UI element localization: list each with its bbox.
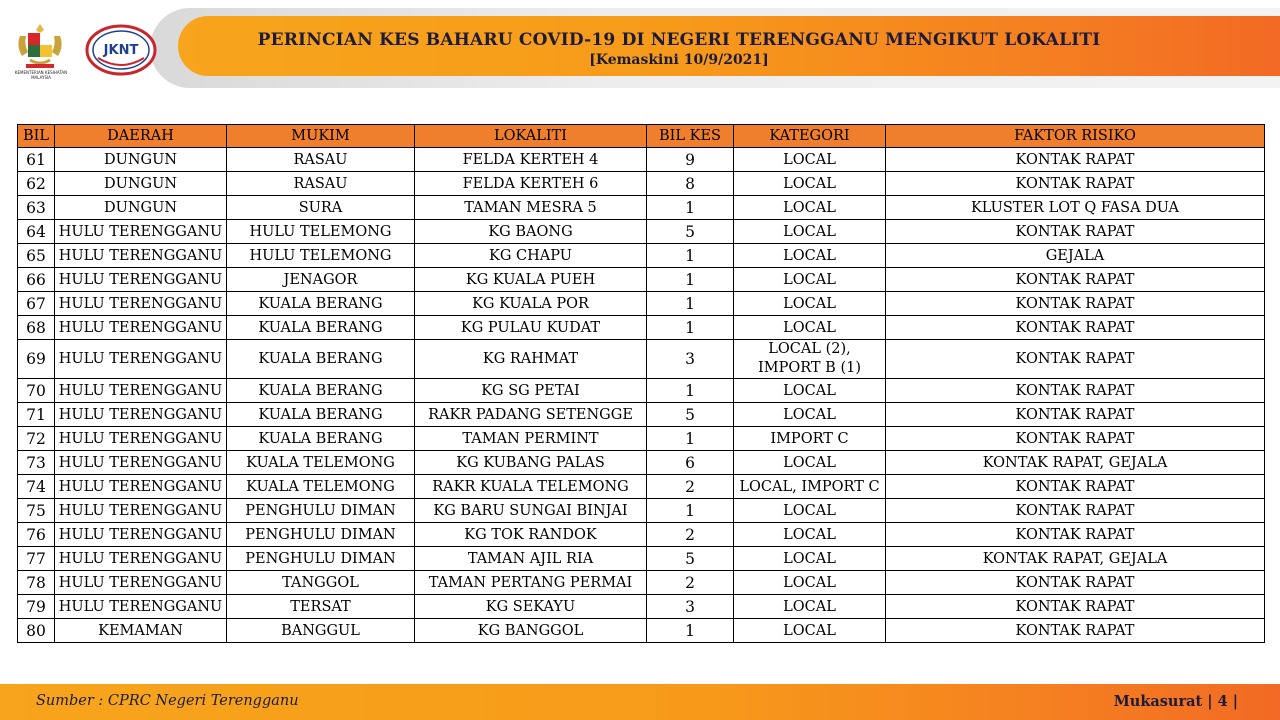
table-row — [18, 196, 1265, 220]
table-row — [18, 619, 1265, 643]
col-faktor-risiko-cell: KONTAK RAPAT — [886, 220, 1265, 244]
col-bil-kes-cell: 6 — [647, 451, 734, 475]
col-kategori-cell: LOCAL — [734, 292, 886, 316]
col-kategori-cell: LOCAL — [734, 172, 886, 196]
col-lokaliti-cell: FELDA KERTEH 6 — [415, 172, 647, 196]
col-mukim-cell: TERSAT — [227, 595, 415, 619]
table-body — [18, 148, 1265, 643]
col-lokaliti-cell: TAMAN AJIL RIA — [415, 547, 647, 571]
col-lokaliti-header: LOKALITI — [415, 125, 647, 148]
col-daerah-cell: HULU TERENGGANU — [55, 220, 227, 244]
col-lokaliti-cell: KG BAONG — [415, 220, 647, 244]
col-mukim-cell: KUALA BERANG — [227, 316, 415, 340]
kkm-logo-caption: KEMENTERIAN KESIHATAN MALAYSIA — [14, 70, 68, 80]
col-lokaliti-cell: TAMAN MESRA 5 — [415, 196, 647, 220]
col-lokaliti-cell: KG SG PETAI — [415, 379, 647, 403]
footer-bar — [0, 684, 1280, 720]
col-faktor-risiko-cell: KONTAK RAPAT — [886, 619, 1265, 643]
col-bil-kes-header: BIL KES — [647, 125, 734, 148]
col-faktor-risiko-header: FAKTOR RISIKO — [886, 125, 1265, 148]
col-daerah-cell: HULU TERENGGANU — [55, 523, 227, 547]
col-faktor-risiko-cell: KONTAK RAPAT — [886, 268, 1265, 292]
header-banner — [0, 0, 1280, 100]
col-kategori-cell: LOCAL — [734, 148, 886, 172]
table-row — [18, 292, 1265, 316]
col-kategori-cell: LOCAL, IMPORT C — [734, 475, 886, 499]
col-bil-cell: 61 — [18, 148, 55, 172]
col-bil-kes-cell: 1 — [647, 316, 734, 340]
cases-table — [17, 124, 1265, 643]
col-bil-kes-cell: 3 — [647, 340, 734, 379]
col-mukim-cell: KUALA BERANG — [227, 427, 415, 451]
col-mukim-header: MUKIM — [227, 125, 415, 148]
col-daerah-header: DAERAH — [55, 125, 227, 148]
col-mukim-cell: KUALA BERANG — [227, 403, 415, 427]
table-row — [18, 523, 1265, 547]
col-bil-cell: 63 — [18, 196, 55, 220]
col-bil-cell: 77 — [18, 547, 55, 571]
col-bil-kes-cell: 2 — [647, 523, 734, 547]
col-mukim-cell: PENGHULU DIMAN — [227, 523, 415, 547]
col-kategori-cell: LOCAL — [734, 451, 886, 475]
col-lokaliti-cell: KG KUBANG PALAS — [415, 451, 647, 475]
table-row — [18, 451, 1265, 475]
col-mukim-cell: KUALA TELEMONG — [227, 451, 415, 475]
col-bil-kes-cell: 8 — [647, 172, 734, 196]
col-mukim-cell: RASAU — [227, 148, 415, 172]
col-kategori-cell: LOCAL — [734, 619, 886, 643]
table-row — [18, 547, 1265, 571]
col-faktor-risiko-cell: KONTAK RAPAT — [886, 571, 1265, 595]
table-row — [18, 172, 1265, 196]
col-bil-header: BIL — [18, 125, 55, 148]
page-title: PERINCIAN KES BAHARU COVID-19 DI NEGERI TERENGGANU MENGIKUT LOKALITI — [257, 30, 1101, 50]
table-row — [18, 571, 1265, 595]
col-faktor-risiko-cell: KONTAK RAPAT — [886, 340, 1265, 379]
col-daerah-cell: DUNGUN — [55, 196, 227, 220]
col-bil-cell: 66 — [18, 268, 55, 292]
col-bil-kes-cell: 1 — [647, 427, 734, 451]
col-kategori-cell: IMPORT C — [734, 427, 886, 451]
table-row — [18, 340, 1265, 379]
col-kategori-cell: LOCAL — [734, 523, 886, 547]
table-row — [18, 403, 1265, 427]
col-bil-cell: 79 — [18, 595, 55, 619]
col-bil-kes-cell: 1 — [647, 292, 734, 316]
col-lokaliti-cell: KG PULAU KUDAT — [415, 316, 647, 340]
col-mukim-cell: KUALA TELEMONG — [227, 475, 415, 499]
col-bil-kes-cell: 5 — [647, 220, 734, 244]
col-bil-kes-cell: 3 — [647, 595, 734, 619]
col-lokaliti-cell: KG CHAPU — [415, 244, 647, 268]
col-bil-cell: 80 — [18, 619, 55, 643]
jknt-logo-text: JKNT — [103, 43, 139, 58]
col-bil-kes-cell: 1 — [647, 499, 734, 523]
col-bil-kes-cell: 2 — [647, 475, 734, 499]
col-kategori-cell: LOCAL — [734, 316, 886, 340]
col-lokaliti-cell: KG RAHMAT — [415, 340, 647, 379]
col-lokaliti-cell: KG KUALA PUEH — [415, 268, 647, 292]
col-bil-cell: 73 — [18, 451, 55, 475]
jknt-logo — [84, 24, 158, 76]
col-kategori-cell: LOCAL — [734, 379, 886, 403]
col-daerah-cell: HULU TERENGGANU — [55, 547, 227, 571]
col-daerah-cell: HULU TERENGGANU — [55, 595, 227, 619]
col-bil-kes-cell: 2 — [647, 571, 734, 595]
col-faktor-risiko-cell: KONTAK RAPAT — [886, 379, 1265, 403]
col-bil-kes-cell: 5 — [647, 403, 734, 427]
col-kategori-cell: LOCAL — [734, 220, 886, 244]
col-faktor-risiko-cell: KONTAK RAPAT — [886, 523, 1265, 547]
col-kategori-cell: LOCAL — [734, 196, 886, 220]
col-bil-cell: 76 — [18, 523, 55, 547]
col-kategori-cell: LOCAL — [734, 403, 886, 427]
table-row — [18, 244, 1265, 268]
col-daerah-cell: HULU TERENGGANU — [55, 427, 227, 451]
col-mukim-cell: TANGGOL — [227, 571, 415, 595]
col-lokaliti-cell: KG TOK RANDOK — [415, 523, 647, 547]
table-row — [18, 379, 1265, 403]
col-daerah-cell: KEMAMAN — [55, 619, 227, 643]
table-row — [18, 316, 1265, 340]
col-bil-kes-cell: 1 — [647, 196, 734, 220]
col-daerah-cell: HULU TERENGGANU — [55, 451, 227, 475]
col-daerah-cell: HULU TERENGGANU — [55, 499, 227, 523]
col-mukim-cell: SURA — [227, 196, 415, 220]
col-bil-kes-cell: 1 — [647, 619, 734, 643]
col-daerah-cell: HULU TERENGGANU — [55, 379, 227, 403]
col-mukim-cell: KUALA BERANG — [227, 340, 415, 379]
col-lokaliti-cell: TAMAN PERMINT — [415, 427, 647, 451]
page-subtitle: [Kemaskini 10/9/2021] — [589, 52, 769, 68]
col-daerah-cell: HULU TERENGGANU — [55, 316, 227, 340]
col-daerah-cell: HULU TERENGGANU — [55, 244, 227, 268]
col-faktor-risiko-cell: KONTAK RAPAT — [886, 148, 1265, 172]
col-kategori-header: KATEGORI — [734, 125, 886, 148]
col-faktor-risiko-cell: KONTAK RAPAT — [886, 475, 1265, 499]
col-bil-kes-cell: 9 — [647, 148, 734, 172]
col-faktor-risiko-cell: GEJALA — [886, 244, 1265, 268]
col-mukim-cell: KUALA BERANG — [227, 292, 415, 316]
col-mukim-cell: JENAGOR — [227, 268, 415, 292]
col-faktor-risiko-cell: KONTAK RAPAT — [886, 595, 1265, 619]
col-kategori-cell: LOCAL — [734, 499, 886, 523]
col-kategori-cell: LOCAL — [734, 268, 886, 292]
col-daerah-cell: DUNGUN — [55, 172, 227, 196]
col-mukim-cell: PENGHULU DIMAN — [227, 547, 415, 571]
col-bil-cell: 68 — [18, 316, 55, 340]
col-bil-cell: 67 — [18, 292, 55, 316]
table-row — [18, 268, 1265, 292]
col-kategori-cell: LOCAL — [734, 571, 886, 595]
col-bil-cell: 75 — [18, 499, 55, 523]
table-row — [18, 499, 1265, 523]
source-note: Sumber : CPRC Negeri Terengganu — [36, 693, 299, 709]
col-faktor-risiko-cell: KONTAK RAPAT — [886, 292, 1265, 316]
col-daerah-cell: HULU TERENGGANU — [55, 268, 227, 292]
col-mukim-cell: BANGGUL — [227, 619, 415, 643]
table-row — [18, 595, 1265, 619]
col-lokaliti-cell: TAMAN PERTANG PERMAI — [415, 571, 647, 595]
table-header-row — [18, 125, 1265, 148]
col-lokaliti-cell: FELDA KERTEH 4 — [415, 148, 647, 172]
col-kategori-cell: LOCAL (2), IMPORT B (1) — [734, 340, 886, 379]
col-daerah-cell: HULU TERENGGANU — [55, 403, 227, 427]
col-bil-cell: 65 — [18, 244, 55, 268]
table-row — [18, 148, 1265, 172]
col-mukim-cell: PENGHULU DIMAN — [227, 499, 415, 523]
col-bil-cell: 71 — [18, 403, 55, 427]
col-faktor-risiko-cell: KONTAK RAPAT — [886, 427, 1265, 451]
col-lokaliti-cell: KG BARU SUNGAI BINJAI — [415, 499, 647, 523]
col-mukim-cell: HULU TELEMONG — [227, 220, 415, 244]
col-bil-cell: 74 — [18, 475, 55, 499]
col-daerah-cell: HULU TERENGGANU — [55, 475, 227, 499]
col-lokaliti-cell: KG BANGGOL — [415, 619, 647, 643]
table-row — [18, 220, 1265, 244]
table-row — [18, 427, 1265, 451]
col-bil-kes-cell: 1 — [647, 379, 734, 403]
col-kategori-cell: LOCAL — [734, 547, 886, 571]
col-bil-kes-cell: 5 — [647, 547, 734, 571]
col-bil-cell: 62 — [18, 172, 55, 196]
col-bil-kes-cell: 1 — [647, 268, 734, 292]
col-mukim-cell: HULU TELEMONG — [227, 244, 415, 268]
col-lokaliti-cell: KG KUALA POR — [415, 292, 647, 316]
col-faktor-risiko-cell: KONTAK RAPAT — [886, 403, 1265, 427]
col-faktor-risiko-cell: KONTAK RAPAT — [886, 172, 1265, 196]
col-daerah-cell: HULU TERENGGANU — [55, 292, 227, 316]
col-bil-cell: 70 — [18, 379, 55, 403]
col-lokaliti-cell: KG SEKAYU — [415, 595, 647, 619]
col-daerah-cell: DUNGUN — [55, 148, 227, 172]
col-lokaliti-cell: RAKR KUALA TELEMONG — [415, 475, 647, 499]
col-faktor-risiko-cell: KONTAK RAPAT — [886, 499, 1265, 523]
table-row — [18, 475, 1265, 499]
col-bil-cell: 64 — [18, 220, 55, 244]
col-bil-cell: 78 — [18, 571, 55, 595]
page-number: Mukasurat | 4 | — [1113, 693, 1238, 710]
col-faktor-risiko-cell: KONTAK RAPAT — [886, 316, 1265, 340]
col-bil-cell: 72 — [18, 427, 55, 451]
col-mukim-cell: KUALA BERANG — [227, 379, 415, 403]
col-faktor-risiko-cell: KLUSTER LOT Q FASA DUA — [886, 196, 1265, 220]
col-lokaliti-cell: RAKR PADANG SETENGGE — [415, 403, 647, 427]
col-daerah-cell: HULU TERENGGANU — [55, 340, 227, 379]
col-kategori-cell: LOCAL — [734, 595, 886, 619]
col-bil-kes-cell: 1 — [647, 244, 734, 268]
col-mukim-cell: RASAU — [227, 172, 415, 196]
col-kategori-cell: LOCAL — [734, 244, 886, 268]
col-daerah-cell: HULU TERENGGANU — [55, 571, 227, 595]
col-faktor-risiko-cell: KONTAK RAPAT, GEJALA — [886, 451, 1265, 475]
col-bil-cell: 69 — [18, 340, 55, 379]
col-faktor-risiko-cell: KONTAK RAPAT, GEJALA — [886, 547, 1265, 571]
